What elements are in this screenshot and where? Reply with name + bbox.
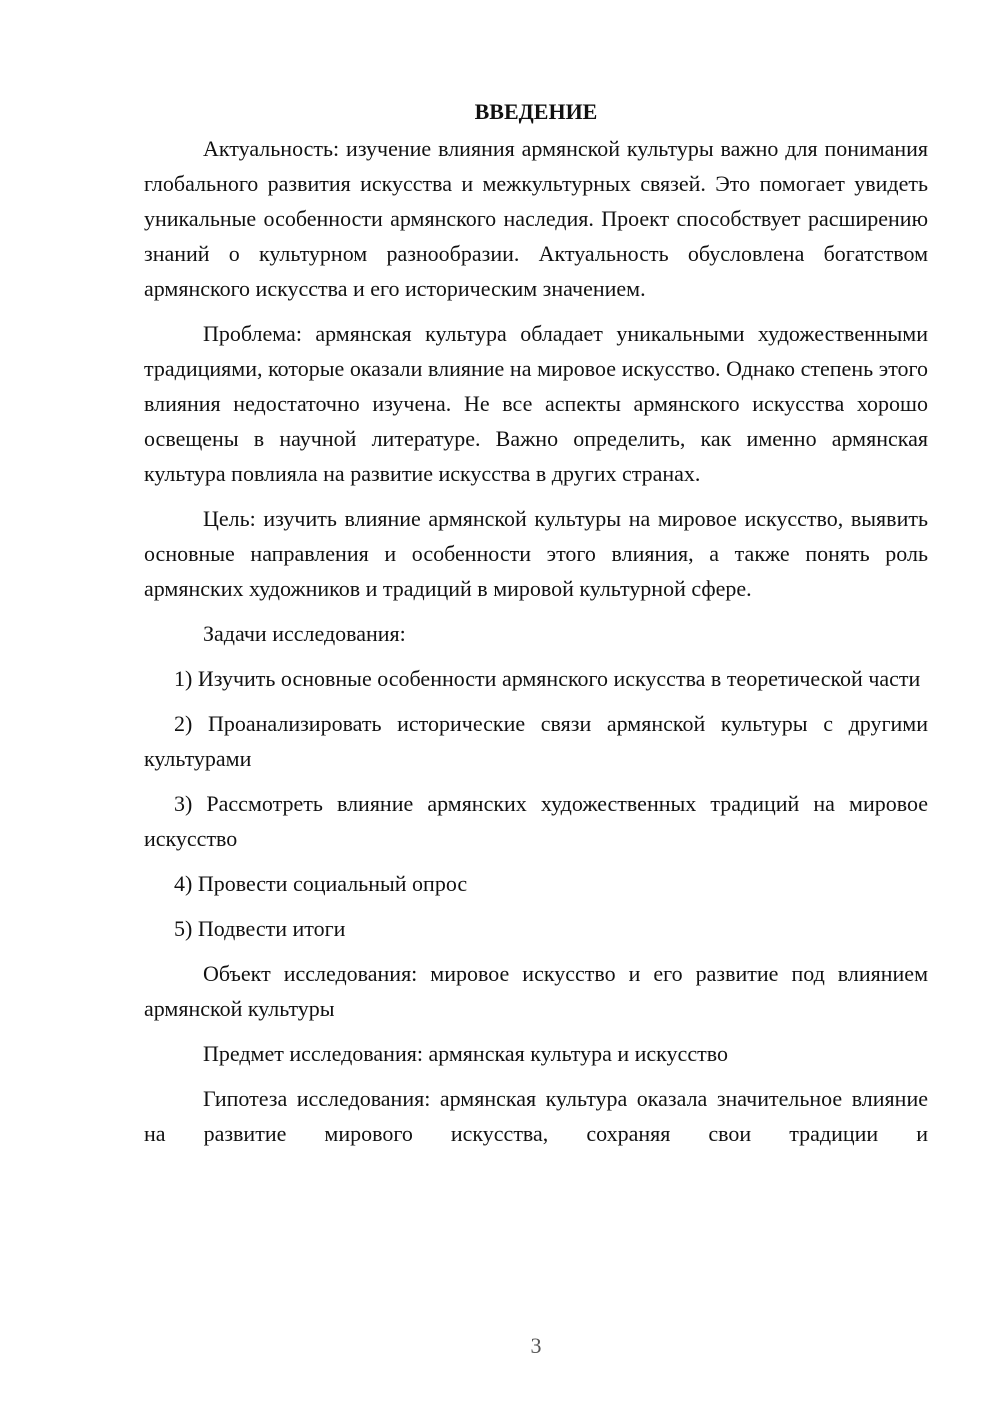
section-title: ВВЕДЕНИЕ [474,99,598,124]
task-item-1: 1) Изучить основные особенности армянского искусства в теоретической части [174,666,921,691]
task-item-5: 5) Подвести итоги [174,916,346,941]
paragraph-subject: Предмет исследования: армянская культура и искусство [203,1041,728,1066]
task-item-2: 2) Проанализировать исторические связи армянской культуры с другими культурами [144,711,928,771]
page-content [144,94,928,1161]
task-item-4: 4) Провести социальный опрос [174,871,468,896]
paragraph-tasks-heading: Задачи исследования: [203,621,406,646]
paragraph-problem: Проблема: армянская культура обладает уникальными художественными традициями, которые оказали влияние на мировое искусство. Однако степень этого влияния недостаточно изучена. Не все аспекты армянского искусства хорошо освещены в научной литературе. Важно определить, как именно армянская культура повлияла на развитие искусства в других странах. [144,321,928,486]
task-item-3: 3) Рассмотреть влияние армянских художественных традиций на мировое искусство [144,791,928,851]
paragraph-relevance: Актуальность: изучение влияния армянской культуры важно для понимания глобального развития искусства и межкультурных связей. Это помогает увидеть уникальные особенности армянского наследия. Проект способствует расширению знаний о культурном разнообразии. Актуальность обусловлена богатством армянского искусства и его историческим значением. [144,136,928,301]
paragraph-hypothesis: Гипотеза исследования: армянская культура оказала значительное влияние на развитие мирового искусства, сохраняя свои традиции и [144,1086,928,1146]
paragraph-object: Объект исследования: мировое искусство и его развитие под влиянием армянской культуры [144,961,928,1021]
page-number: 3 [530,1333,542,1358]
paragraph-goal: Цель: изучить влияние армянской культуры на мировое искусство, выявить основные направления и особенности этого влияния, а также понять роль армянских художников и традиций в мировой культурной сфере. [144,506,928,601]
